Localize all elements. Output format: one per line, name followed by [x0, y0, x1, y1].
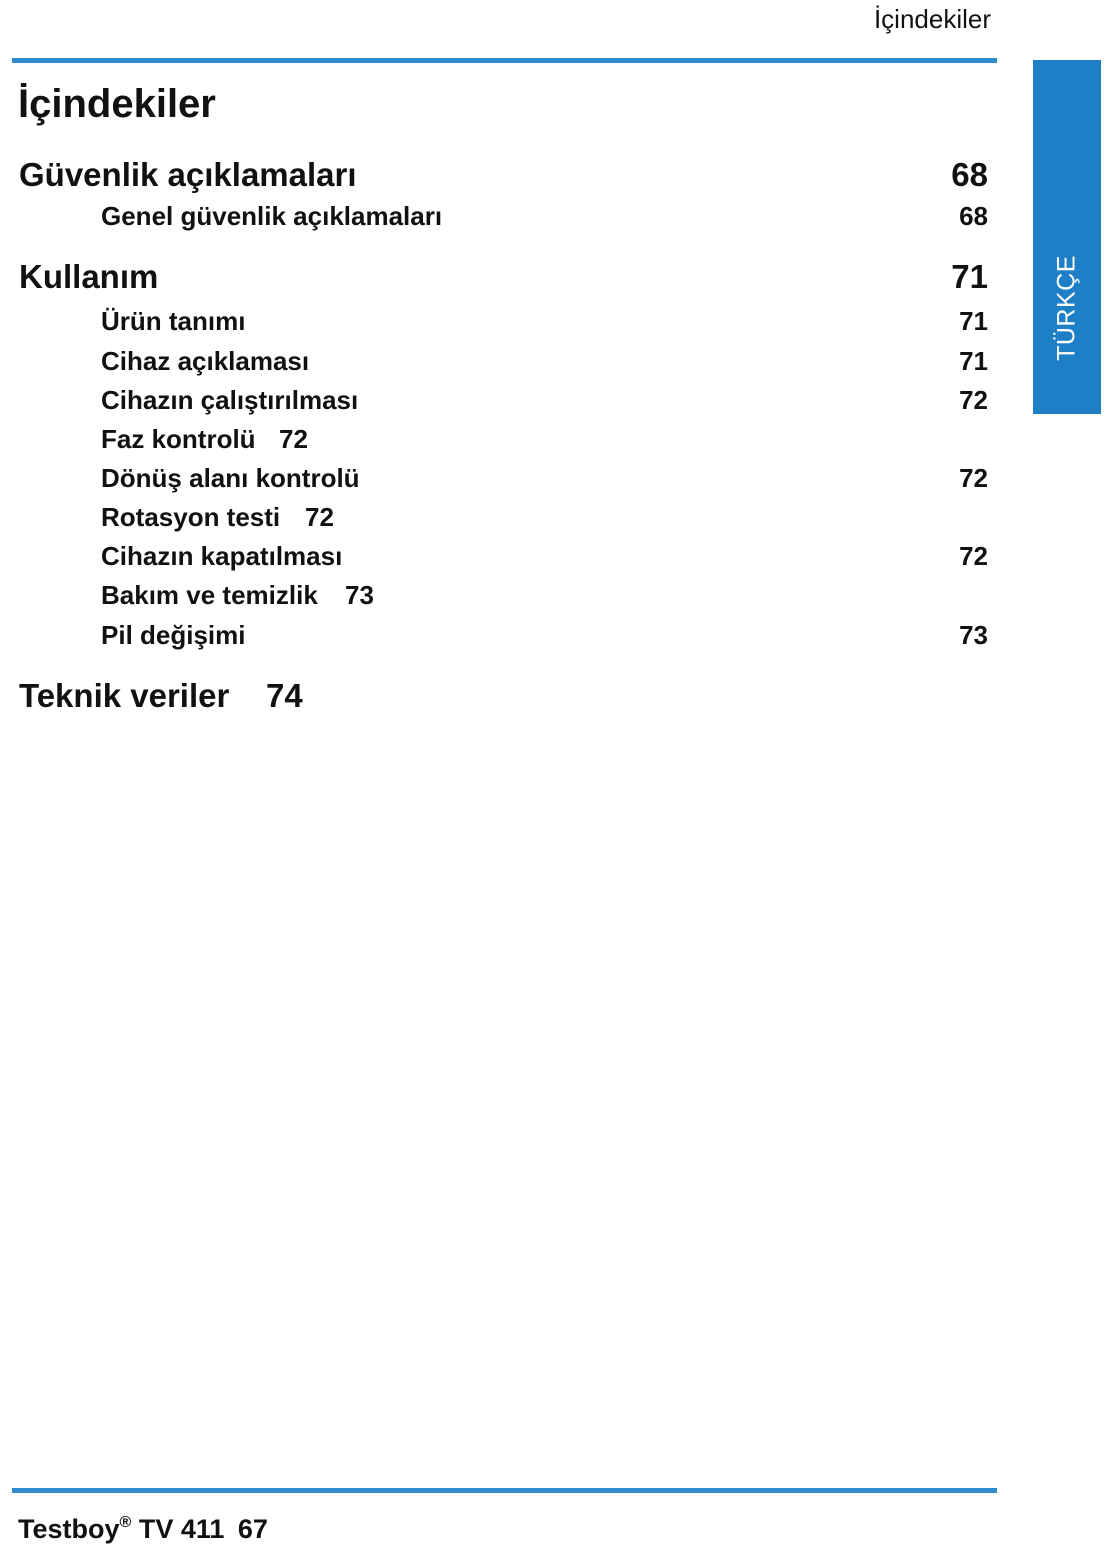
toc-entry-label: Rotasyon testi: [101, 502, 281, 532]
toc-entry-label: Dönüş alanı kontrolü: [101, 463, 360, 493]
toc-entry-page: 72: [959, 385, 988, 415]
footer: [18, 1514, 268, 1545]
bottom-rule: [12, 1488, 997, 1493]
toc-entry-label: Cihazın kapatılması: [101, 541, 343, 571]
page-title: İçindekiler: [18, 82, 216, 126]
toc-entry-label: Kullanım: [19, 258, 159, 295]
toc-entry-label: Ürün tanımı: [101, 306, 246, 336]
toc-entry-page: 72: [959, 541, 988, 571]
footer-model: TV 411: [138, 1514, 225, 1544]
toc-entry-page: 73: [959, 620, 988, 650]
running-header-title: İçindekiler: [873, 4, 991, 34]
toc-entry-label: Pil değişimi: [101, 620, 246, 650]
toc-entry-label: Teknik veriler: [19, 677, 230, 714]
page-number: 67: [237, 1514, 268, 1544]
toc-entry-page: 73: [345, 580, 374, 610]
trademark-symbol: ®: [119, 1514, 132, 1531]
toc-entry-page: 68: [951, 156, 988, 193]
toc-entry-label: Cihaz açıklaması: [101, 346, 310, 376]
toc-entry-page: 72: [305, 502, 334, 532]
toc-entry-label: Güvenlik açıklamaları: [19, 156, 357, 193]
toc-entry-label: Genel güvenlik açıklamaları: [101, 201, 443, 231]
language-tab: [1033, 60, 1101, 414]
toc-entry-page: 68: [959, 201, 988, 231]
language-tab-label: TÜRKÇE: [1052, 255, 1081, 361]
toc-entry-label: Cihazın çalıştırılması: [101, 385, 359, 415]
toc-entry-page: 71: [959, 306, 988, 336]
toc-entry-label: Faz kontrolü: [101, 424, 256, 454]
toc-entry-page: 72: [279, 424, 308, 454]
toc-entry-page: 74: [266, 677, 303, 714]
toc-entry-page: 71: [959, 346, 988, 376]
toc-entry-label: Bakım ve temizlik: [101, 580, 318, 610]
table-of-contents: [0, 0, 1000, 760]
toc-entry-page: 71: [951, 258, 988, 295]
toc-entry-page: 72: [959, 463, 988, 493]
footer-brand: Testboy: [18, 1514, 120, 1544]
